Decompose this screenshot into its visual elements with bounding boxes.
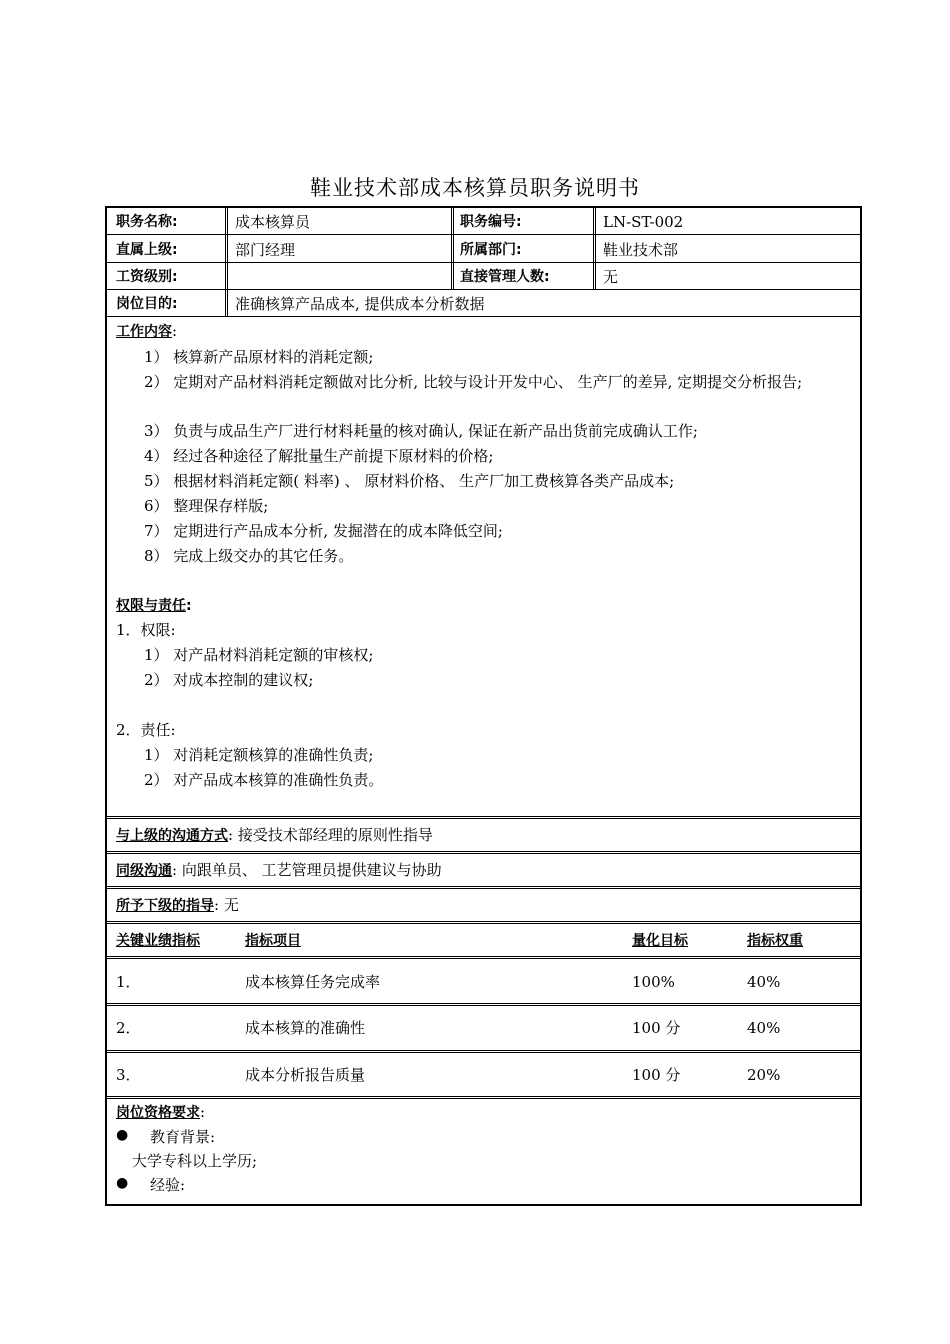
- row-divider: [107, 886, 860, 889]
- work-item: 1） 核算新产品原材料的消耗定额;: [144, 348, 374, 366]
- row-divider: [107, 816, 860, 819]
- bullet-icon: ●: [116, 1175, 129, 1191]
- rights-item: 1） 对产品材料消耗定额的审核权;: [144, 646, 374, 664]
- column-divider: [593, 208, 596, 289]
- qualification-heading-text: 岗位资格要求: [116, 1105, 200, 1121]
- row-divider: [107, 1003, 860, 1006]
- work-item: 8） 完成上级交办的其它任务。: [144, 547, 354, 565]
- purpose-label: 岗位目的:: [116, 296, 178, 312]
- duties-title: 2．责任:: [116, 721, 176, 739]
- bullet-icon: ●: [116, 1127, 129, 1143]
- kpi-row-item: 成本核算的准确性: [245, 1019, 366, 1037]
- job-name-label: 职务名称:: [116, 214, 178, 230]
- authority-heading-colon: :: [186, 598, 192, 614]
- job-name-value: 成本核算员: [235, 213, 311, 231]
- subordinates-value: 无: [603, 268, 619, 286]
- kpi-row-number: 3．: [116, 1066, 141, 1084]
- duties-item: 1） 对消耗定额核算的准确性负责;: [144, 746, 374, 764]
- upper-communication-label: 与上级的沟通方式: [116, 828, 228, 844]
- work-item: 6） 整理保存样版;: [144, 497, 269, 515]
- education-label: 教育背景:: [150, 1128, 216, 1146]
- work-item: 7） 定期进行产品成本分析, 发掘潜在的成本降低空间;: [144, 522, 503, 540]
- rights-title: 1．权限:: [116, 621, 176, 639]
- superior-value: 部门经理: [235, 241, 296, 259]
- work-item: 5） 根据材料消耗定额( 料率) 、 原材料价格、 生产厂加工费核算各类产品成本;: [144, 472, 675, 490]
- lower-guidance-label: 所予下级的指导: [116, 898, 214, 914]
- row-divider: [107, 956, 860, 959]
- kpi-header-target: 量化目标: [632, 933, 688, 949]
- kpi-row-number: 1．: [116, 973, 141, 991]
- kpi-row-weight: 40%: [747, 973, 781, 991]
- work-heading-text: 工作内容: [116, 324, 172, 340]
- kpi-row-weight: 40%: [747, 1019, 781, 1037]
- education-value: 大学专科以上学历;: [132, 1152, 258, 1170]
- rights-item: 2） 对成本控制的建议权;: [144, 671, 314, 689]
- work-item: 4） 经过各种途径了解批量生产前提下原材料的价格;: [144, 447, 494, 465]
- kpi-row-target: 100 分: [632, 1066, 681, 1084]
- row-divider: [107, 1096, 860, 1099]
- row-divider: [107, 1050, 860, 1053]
- salary-label: 工资级别:: [116, 269, 178, 285]
- department-value: 鞋业技术部: [603, 241, 679, 259]
- kpi-row-item: 成本分析报告质量: [245, 1066, 366, 1084]
- row-divider: [107, 851, 860, 854]
- work-item: 3） 负责与成品生产厂进行材料耗量的核对确认, 保证在新产品出货前完成确认工作;: [144, 422, 698, 440]
- kpi-header-item: 指标项目: [245, 933, 301, 949]
- row-divider: [107, 921, 860, 924]
- job-code-label: 职务编号:: [460, 214, 522, 230]
- qualification-heading: [116, 1102, 205, 1123]
- work-item: 2） 定期对产品材料消耗定额做对比分析, 比较与设计开发中心、 生产厂的差异, 定期提交分析报告;: [144, 373, 803, 391]
- upper-communication: [116, 825, 433, 846]
- job-code-value: LN-ST-002: [603, 213, 684, 231]
- peer-communication-text: : 向跟单员、 工艺管理员提供建议与协助: [172, 861, 442, 879]
- job-description-table: [105, 206, 862, 1206]
- column-divider: [451, 208, 454, 289]
- kpi-row-number: 2．: [116, 1019, 141, 1037]
- lower-guidance-text: : 无: [214, 896, 239, 914]
- column-divider: [225, 289, 228, 316]
- row-divider: [107, 262, 860, 263]
- kpi-row-target: 100%: [632, 973, 675, 991]
- peer-communication: [116, 860, 442, 881]
- upper-communication-text: : 接受技术部经理的原则性指导: [228, 826, 433, 844]
- experience-label: 经验:: [150, 1176, 186, 1194]
- authority-heading-text: 权限与责任: [116, 598, 186, 614]
- qualification-heading-colon: :: [200, 1103, 206, 1121]
- purpose-value: 准确核算产品成本, 提供成本分析数据: [235, 295, 485, 313]
- document-title: 鞋业技术部成本核算员职务说明书: [310, 176, 640, 200]
- work-heading: [116, 321, 177, 342]
- duties-item: 2） 对产品成本核算的准确性负责。: [144, 771, 384, 789]
- lower-guidance: [116, 895, 239, 916]
- row-divider: [107, 316, 860, 317]
- row-divider: [107, 234, 860, 235]
- kpi-row-weight: 20%: [747, 1066, 781, 1084]
- subordinates-label: 直接管理人数:: [460, 269, 550, 285]
- kpi-row-item: 成本核算任务完成率: [245, 973, 381, 991]
- authority-heading: [116, 595, 192, 616]
- row-divider: [107, 289, 860, 290]
- superior-label: 直属上级:: [116, 242, 178, 258]
- kpi-header-weight: 指标权重: [747, 933, 803, 949]
- department-label: 所属部门:: [460, 242, 522, 258]
- kpi-header-indicator: 关键业绩指标: [116, 933, 200, 949]
- work-heading-colon: :: [172, 322, 178, 340]
- peer-communication-label: 同级沟通: [116, 863, 172, 879]
- kpi-row-target: 100 分: [632, 1019, 681, 1037]
